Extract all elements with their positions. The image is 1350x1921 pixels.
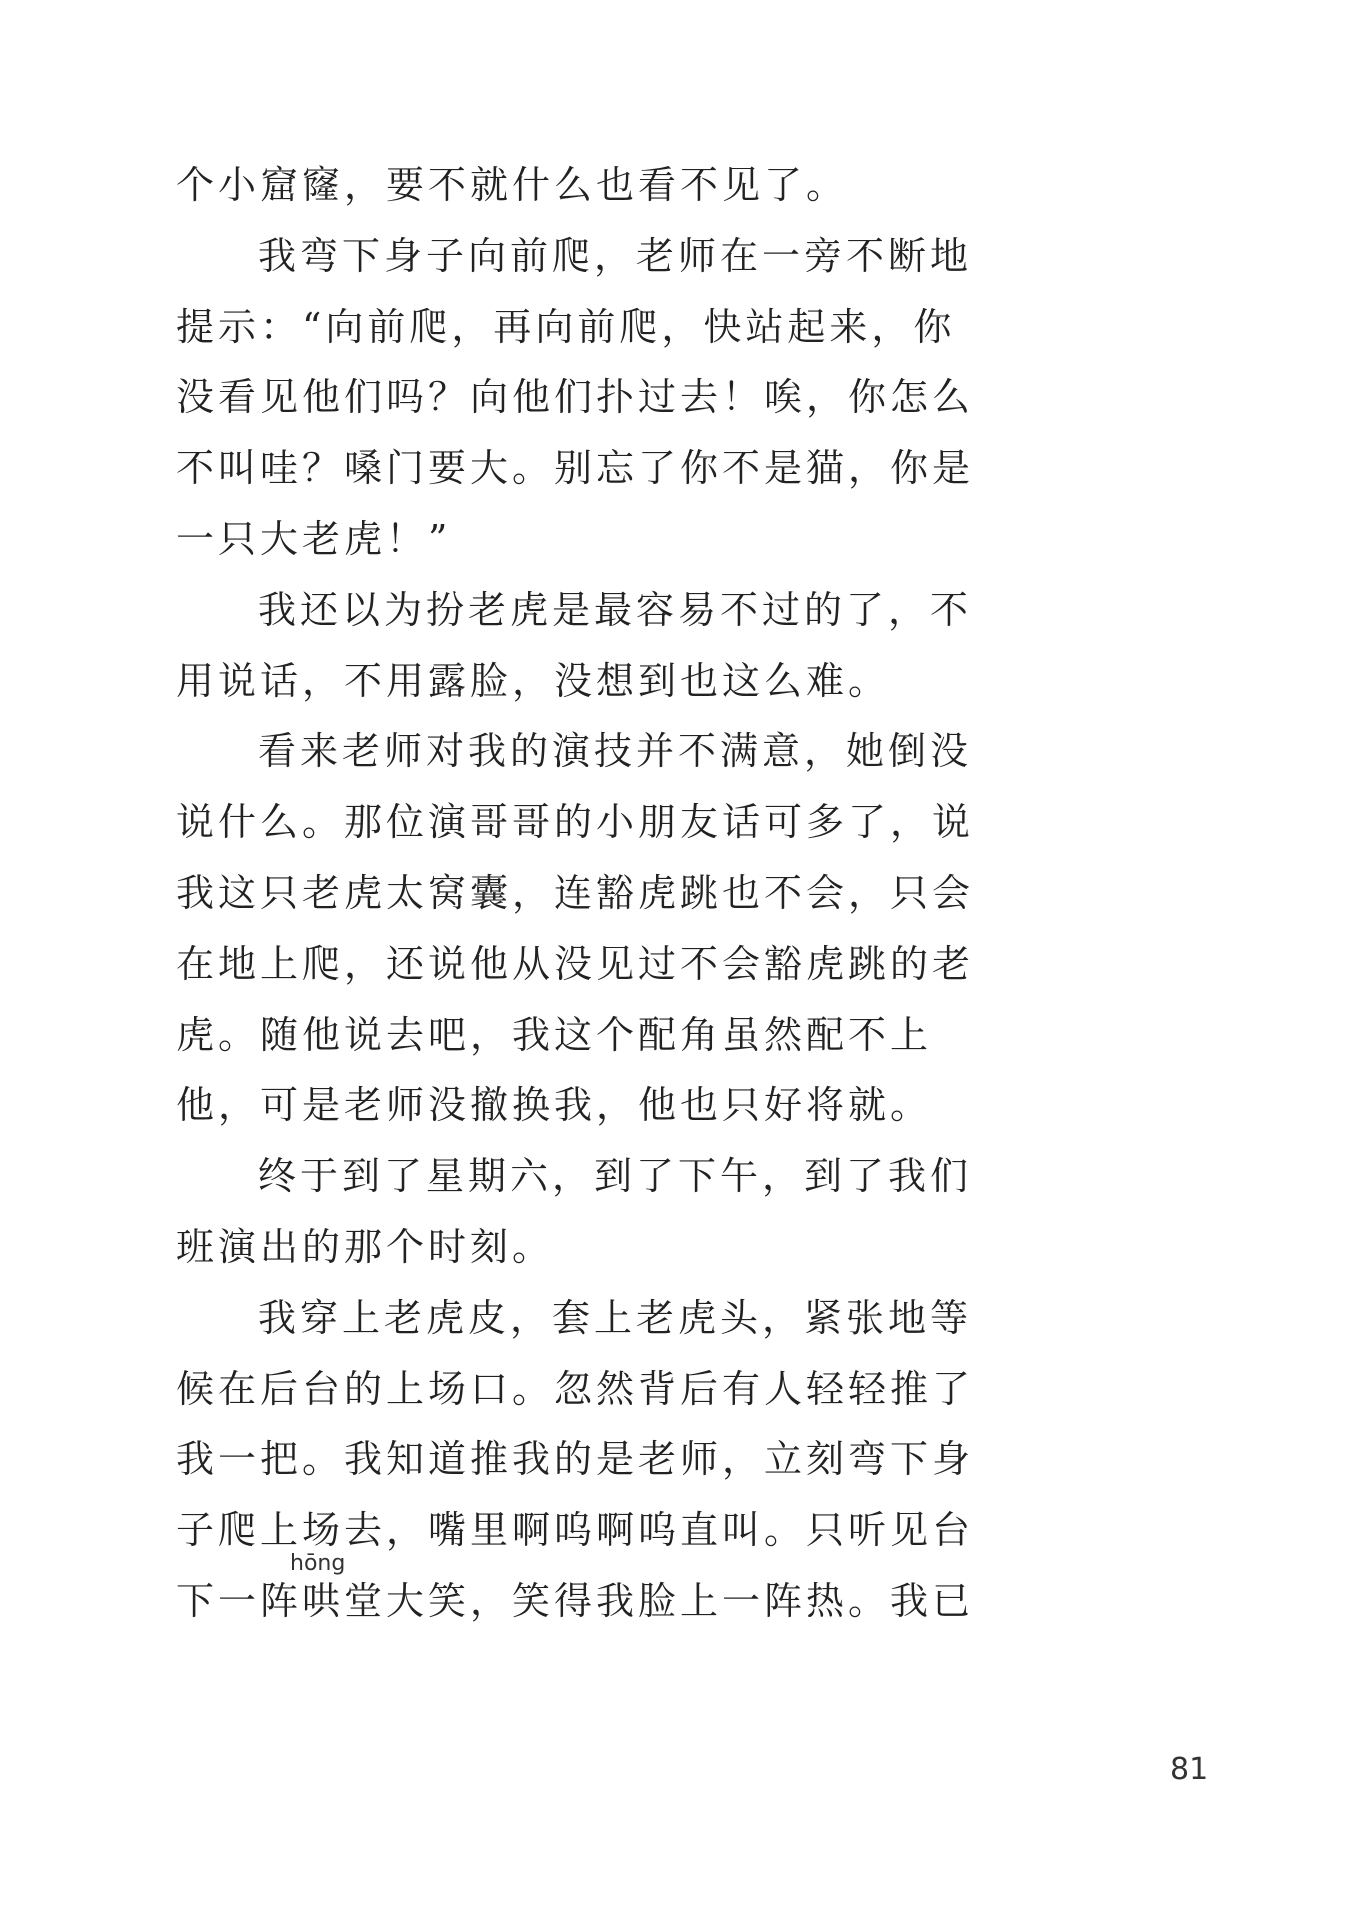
text-line: 在地上爬，还说他从没见过不会豁虎跳的老 [176, 941, 975, 986]
page-number: 81 [1170, 1752, 1209, 1787]
text-line: 候在后台的上场口。忽然背后有人轻轻推了 [176, 1366, 975, 1411]
text-line: 没看见他们吗？向他们扑过去！唉，你怎么 [176, 375, 975, 420]
paragraph-first-line: 我弯下身子向前爬，老师在一旁不断地 [258, 233, 973, 278]
text-line: 一只大老虎！” [176, 516, 452, 561]
text-line: 班演出的那个时刻。 [176, 1224, 555, 1269]
text-line: 他，可是老师没撤换我，他也只好将就。 [176, 1083, 933, 1128]
text-line: 不叫哇？嗓门要大。别忘了你不是猫，你是 [176, 446, 975, 491]
pinyin-annotation: hōng [290, 1550, 346, 1576]
text-line: 我这只老虎太窝囊，连豁虎跳也不会，只会 [176, 870, 975, 915]
text-line: 我一把。我知道推我的是老师，立刻弯下身 [176, 1437, 975, 1482]
text-line: 提示：“向前爬，再向前爬，快站起来，你 [176, 304, 956, 349]
paragraph-first-line: 我穿上老虎皮，套上老虎头，紧张地等 [258, 1295, 973, 1340]
text-line: 下一阵哄堂大笑，笑得我脸上一阵热。我已 [176, 1578, 975, 1623]
text-line: 用说话，不用露脸，没想到也这么难。 [176, 658, 891, 703]
text-line: 说什么。那位演哥哥的小朋友话可多了，说 [176, 800, 975, 845]
text-line-with-pinyin [176, 1550, 975, 1637]
text-line: 虎。随他说去吧，我这个配角虽然配不上 [176, 1012, 933, 1057]
text-line: 个小窟窿，要不就什么也看不见了。 [176, 163, 849, 207]
body-text [176, 150, 975, 1637]
paragraph-first-line: 我还以为扮老虎是最容易不过的了，不 [258, 587, 973, 632]
paragraph-first-line: 看来老师对我的演技并不满意，她倒没 [258, 729, 973, 774]
paragraph-first-line: 终于到了星期六，到了下午，到了我们 [258, 1154, 973, 1199]
text-line: 子爬上场去，嘴里啊呜啊呜直叫。只听见台 [176, 1508, 975, 1553]
